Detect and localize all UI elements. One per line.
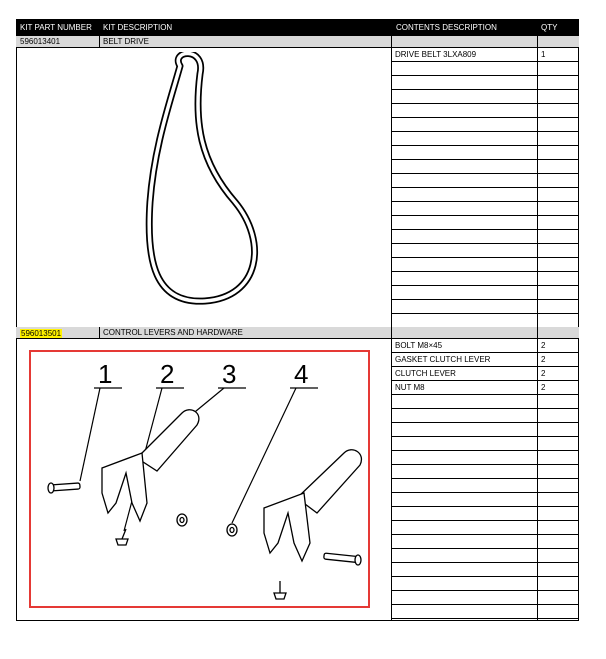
divider <box>99 327 100 339</box>
divider <box>99 36 100 48</box>
table-row <box>391 395 579 409</box>
content-description: GASKET CLUTCH LEVER <box>395 355 491 364</box>
table-row <box>391 216 579 230</box>
table-row <box>391 479 579 493</box>
content-qty: 2 <box>541 383 546 392</box>
header-kit-part-number: KIT PART NUMBER <box>20 23 92 32</box>
table-row <box>391 507 579 521</box>
table-row <box>391 76 579 90</box>
callout-1: 1 <box>98 359 113 389</box>
table-header <box>16 19 579 36</box>
kit-description: CONTROL LEVERS AND HARDWARE <box>103 328 243 337</box>
table-row <box>391 90 579 104</box>
callout-2: 2 <box>160 359 175 389</box>
content-description: NUT M8 <box>395 383 425 392</box>
header-contents-description: CONTENTS DESCRIPTION <box>396 23 497 32</box>
table-row <box>391 563 579 577</box>
kit-description: BELT DRIVE <box>103 37 149 46</box>
table-row <box>391 549 579 563</box>
table-row <box>391 230 579 244</box>
table-row <box>391 353 579 367</box>
kit-row-control-levers: 596013501 CONTROL LEVERS AND HARDWARE <box>16 327 579 339</box>
content-description: DRIVE BELT 3LXA809 <box>395 50 477 59</box>
table-row <box>391 146 579 160</box>
table-row <box>391 118 579 132</box>
table-row <box>391 493 579 507</box>
table-row <box>391 244 579 258</box>
table-row <box>391 535 579 549</box>
table-row <box>391 286 579 300</box>
header-kit-description: KIT DESCRIPTION <box>103 23 173 32</box>
table-row <box>391 272 579 286</box>
content-qty: 1 <box>541 50 546 59</box>
kit-part-number: 596013401 <box>20 37 61 46</box>
contents-grid-belt-drive <box>391 48 579 327</box>
table-row <box>391 381 579 395</box>
table-row <box>391 591 579 605</box>
callout-4: 4 <box>294 359 309 389</box>
table-row <box>391 104 579 118</box>
table-row <box>391 577 579 591</box>
control-levers-illustration <box>32 353 367 605</box>
table-row <box>391 202 579 216</box>
table-row <box>391 367 579 381</box>
contents-grid-control-levers <box>391 339 579 621</box>
table-row <box>391 521 579 535</box>
header-qty: QTY <box>541 23 558 32</box>
table-row <box>391 160 579 174</box>
table-row <box>391 62 579 76</box>
callout-3: 3 <box>222 359 237 389</box>
content-description: CLUTCH LEVER <box>395 369 456 378</box>
drive-belt-illustration <box>140 52 270 307</box>
content-qty: 2 <box>541 369 546 378</box>
table-row <box>391 48 579 62</box>
table-row <box>391 409 579 423</box>
content-qty: 2 <box>541 355 546 364</box>
table-row <box>391 339 579 353</box>
table-row <box>391 258 579 272</box>
table-row <box>391 300 579 314</box>
content-qty: 2 <box>541 341 546 350</box>
table-row <box>391 174 579 188</box>
table-row <box>391 423 579 437</box>
table-row <box>391 132 579 146</box>
kit-row-belt-drive <box>16 36 579 48</box>
table-row <box>391 188 579 202</box>
table-row <box>391 437 579 451</box>
table-row <box>391 605 579 619</box>
content-description: BOLT M8×45 <box>395 341 443 350</box>
table-row <box>391 465 579 479</box>
table-row <box>391 451 579 465</box>
